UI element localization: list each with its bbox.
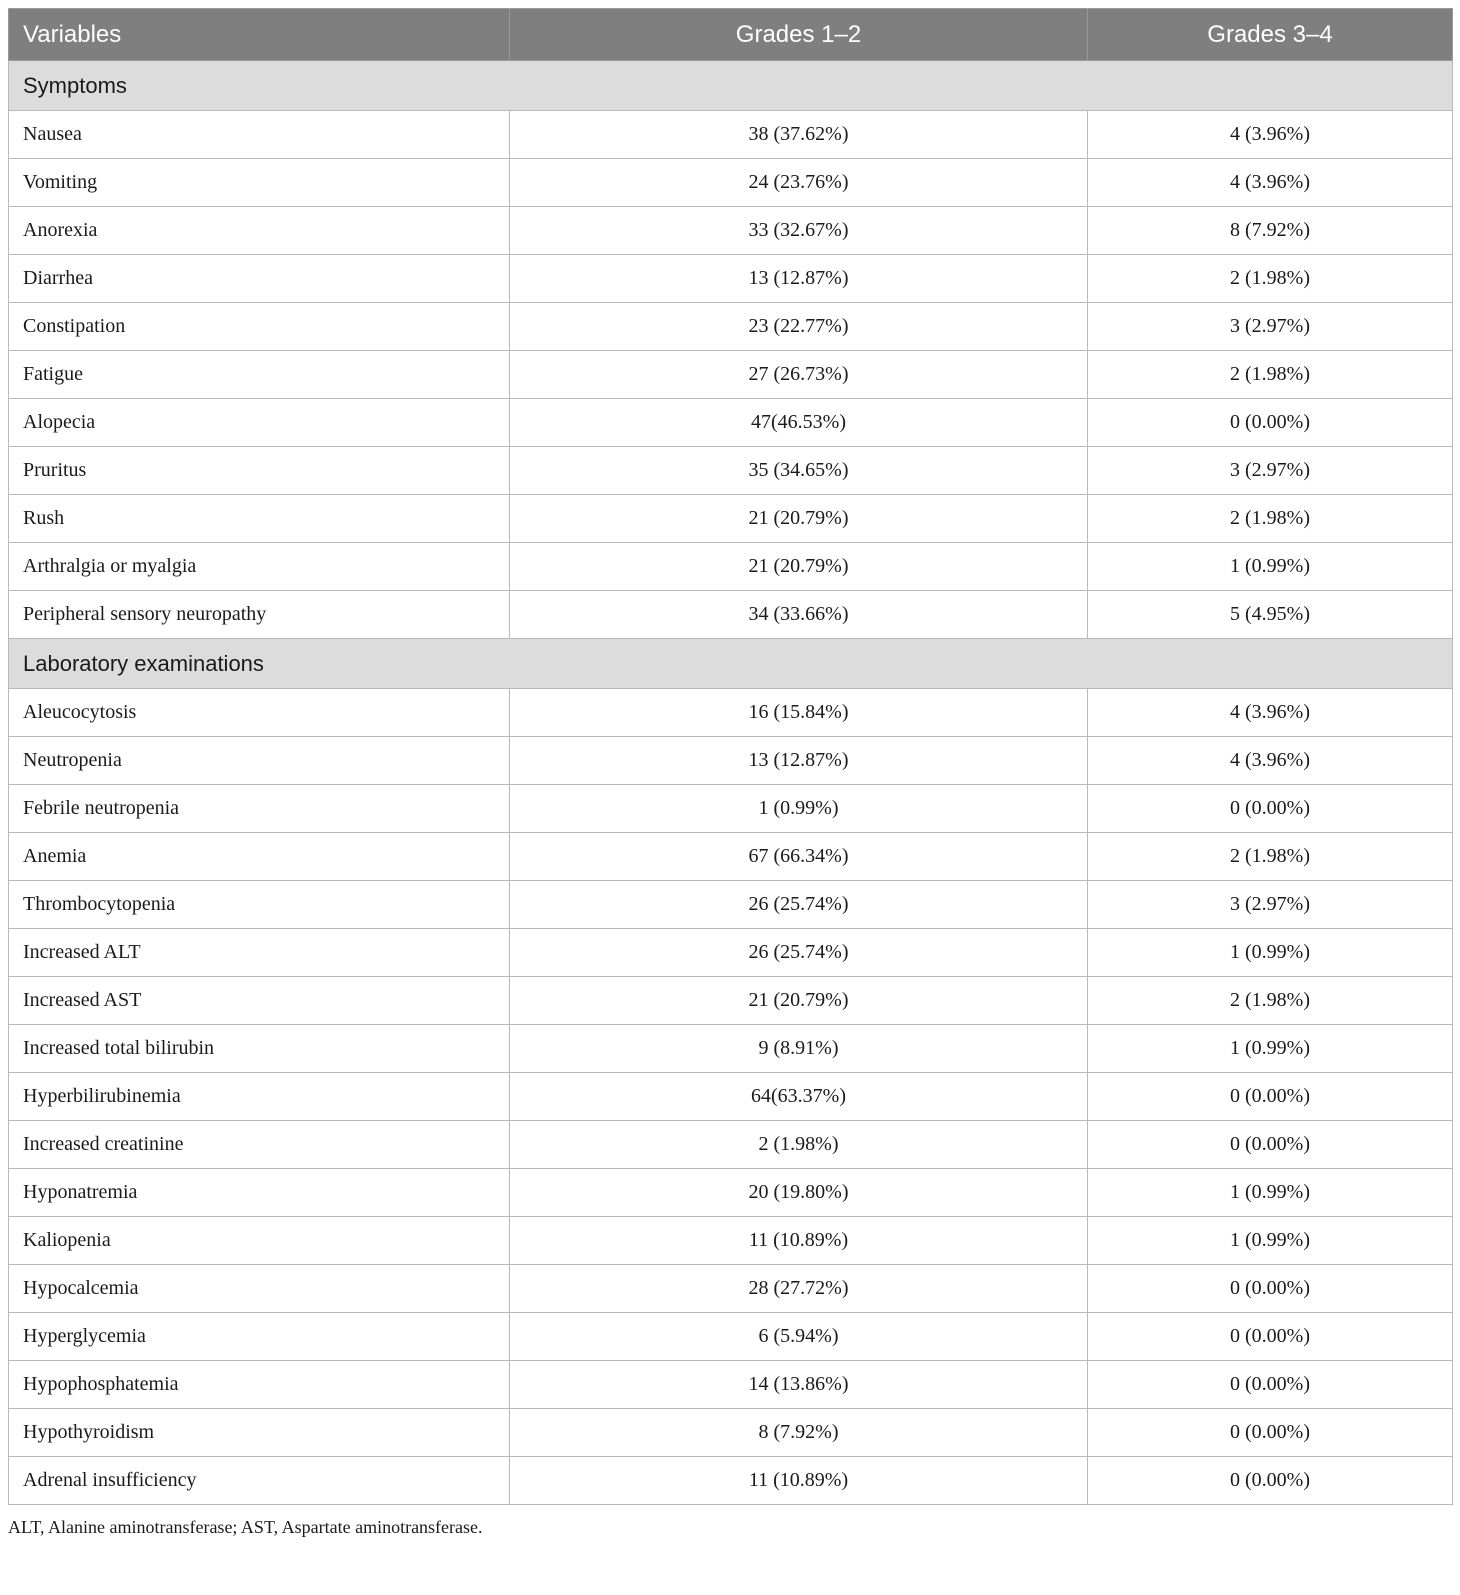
table-row (9, 977, 1453, 1025)
cell-grades-3-4: 3 (2.97%) (1088, 303, 1453, 351)
cell-grades-3-4: 4 (3.96%) (1088, 159, 1453, 207)
table-row (9, 447, 1453, 495)
cell-grades-3-4: 0 (0.00%) (1088, 1265, 1453, 1313)
cell-grades-3-4: 8 (7.92%) (1088, 207, 1453, 255)
cell-grades-1-2: 67 (66.34%) (510, 833, 1088, 881)
cell-variable: Aleucocytosis (9, 689, 510, 737)
cell-grades-1-2: 24 (23.76%) (510, 159, 1088, 207)
table-row (9, 737, 1453, 785)
cell-grades-1-2: 13 (12.87%) (510, 255, 1088, 303)
table-row (9, 1265, 1453, 1313)
cell-grades-3-4: 2 (1.98%) (1088, 351, 1453, 399)
table-row (9, 689, 1453, 737)
cell-grades-3-4: 1 (0.99%) (1088, 1025, 1453, 1073)
cell-variable: Hypothyroidism (9, 1409, 510, 1457)
section-row (9, 61, 1453, 111)
cell-grades-1-2: 23 (22.77%) (510, 303, 1088, 351)
adverse-events-table (8, 8, 1453, 1505)
cell-grades-1-2: 6 (5.94%) (510, 1313, 1088, 1361)
cell-grades-3-4: 0 (0.00%) (1088, 1457, 1453, 1505)
cell-variable: Vomiting (9, 159, 510, 207)
table-row (9, 303, 1453, 351)
cell-variable: Hyperglycemia (9, 1313, 510, 1361)
cell-variable: Adrenal insufficiency (9, 1457, 510, 1505)
cell-grades-1-2: 64(63.37%) (510, 1073, 1088, 1121)
cell-grades-1-2: 11 (10.89%) (510, 1217, 1088, 1265)
cell-grades-1-2: 14 (13.86%) (510, 1361, 1088, 1409)
cell-variable: Increased total bilirubin (9, 1025, 510, 1073)
cell-grades-1-2: 34 (33.66%) (510, 591, 1088, 639)
cell-grades-1-2: 2 (1.98%) (510, 1121, 1088, 1169)
cell-grades-3-4: 4 (3.96%) (1088, 689, 1453, 737)
cell-grades-3-4: 5 (4.95%) (1088, 591, 1453, 639)
table-row (9, 111, 1453, 159)
cell-variable: Constipation (9, 303, 510, 351)
cell-variable: Anorexia (9, 207, 510, 255)
cell-grades-1-2: 20 (19.80%) (510, 1169, 1088, 1217)
cell-grades-1-2: 28 (27.72%) (510, 1265, 1088, 1313)
table-body (9, 61, 1453, 1505)
cell-variable: Anemia (9, 833, 510, 881)
cell-variable: Alopecia (9, 399, 510, 447)
table-row (9, 833, 1453, 881)
cell-grades-1-2: 1 (0.99%) (510, 785, 1088, 833)
cell-grades-3-4: 0 (0.00%) (1088, 1361, 1453, 1409)
cell-grades-1-2: 26 (25.74%) (510, 881, 1088, 929)
cell-grades-1-2: 47(46.53%) (510, 399, 1088, 447)
cell-grades-3-4: 2 (1.98%) (1088, 255, 1453, 303)
table-header (9, 9, 1453, 61)
cell-grades-3-4: 0 (0.00%) (1088, 1121, 1453, 1169)
header-variables: Variables (9, 9, 510, 61)
section-row (9, 639, 1453, 689)
cell-variable: Nausea (9, 111, 510, 159)
cell-variable: Increased AST (9, 977, 510, 1025)
header-grades-1-2: Grades 1–2 (510, 9, 1088, 61)
table-row (9, 495, 1453, 543)
cell-variable: Peripheral sensory neuropathy (9, 591, 510, 639)
table-row (9, 543, 1453, 591)
cell-variable: Fatigue (9, 351, 510, 399)
cell-variable: Pruritus (9, 447, 510, 495)
table-container (8, 8, 1452, 1538)
section-title: Symptoms (9, 61, 1453, 111)
table-row (9, 1217, 1453, 1265)
cell-variable: Hypocalcemia (9, 1265, 510, 1313)
cell-grades-3-4: 3 (2.97%) (1088, 881, 1453, 929)
table-row (9, 591, 1453, 639)
cell-grades-3-4: 0 (0.00%) (1088, 399, 1453, 447)
cell-grades-1-2: 35 (34.65%) (510, 447, 1088, 495)
table-row (9, 929, 1453, 977)
cell-grades-1-2: 33 (32.67%) (510, 207, 1088, 255)
cell-grades-3-4: 1 (0.99%) (1088, 929, 1453, 977)
cell-grades-1-2: 21 (20.79%) (510, 543, 1088, 591)
cell-grades-1-2: 11 (10.89%) (510, 1457, 1088, 1505)
cell-grades-3-4: 3 (2.97%) (1088, 447, 1453, 495)
cell-grades-1-2: 26 (25.74%) (510, 929, 1088, 977)
table-row (9, 207, 1453, 255)
table-row (9, 1313, 1453, 1361)
table-footnote: ALT, Alanine aminotransferase; AST, Aspartate aminotransferase. (8, 1517, 483, 1537)
cell-variable: Hyponatremia (9, 1169, 510, 1217)
cell-grades-3-4: 1 (0.99%) (1088, 1169, 1453, 1217)
cell-variable: Increased creatinine (9, 1121, 510, 1169)
table-row (9, 1457, 1453, 1505)
table-row (9, 1409, 1453, 1457)
cell-grades-1-2: 16 (15.84%) (510, 689, 1088, 737)
cell-grades-3-4: 2 (1.98%) (1088, 495, 1453, 543)
table-row (9, 785, 1453, 833)
cell-variable: Hyperbilirubinemia (9, 1073, 510, 1121)
table-row (9, 1169, 1453, 1217)
cell-grades-1-2: 27 (26.73%) (510, 351, 1088, 399)
table-row (9, 1361, 1453, 1409)
cell-variable: Arthralgia or myalgia (9, 543, 510, 591)
cell-grades-1-2: 21 (20.79%) (510, 495, 1088, 543)
table-row (9, 1025, 1453, 1073)
table-row (9, 1073, 1453, 1121)
header-row (9, 9, 1453, 61)
cell-grades-3-4: 4 (3.96%) (1088, 737, 1453, 785)
cell-variable: Rush (9, 495, 510, 543)
cell-grades-3-4: 0 (0.00%) (1088, 1313, 1453, 1361)
cell-grades-1-2: 8 (7.92%) (510, 1409, 1088, 1457)
cell-grades-3-4: 4 (3.96%) (1088, 111, 1453, 159)
cell-grades-3-4: 2 (1.98%) (1088, 833, 1453, 881)
cell-grades-3-4: 0 (0.00%) (1088, 1409, 1453, 1457)
cell-variable: Kaliopenia (9, 1217, 510, 1265)
table-row (9, 159, 1453, 207)
cell-variable: Thrombocytopenia (9, 881, 510, 929)
cell-grades-1-2: 21 (20.79%) (510, 977, 1088, 1025)
table-row (9, 881, 1453, 929)
cell-variable: Hypophosphatemia (9, 1361, 510, 1409)
cell-variable: Febrile neutropenia (9, 785, 510, 833)
table-row (9, 255, 1453, 303)
cell-grades-3-4: 0 (0.00%) (1088, 1073, 1453, 1121)
cell-grades-1-2: 13 (12.87%) (510, 737, 1088, 785)
table-row (9, 351, 1453, 399)
section-title: Laboratory examinations (9, 639, 1453, 689)
header-grades-3-4: Grades 3–4 (1088, 9, 1453, 61)
table-row (9, 399, 1453, 447)
cell-variable: Diarrhea (9, 255, 510, 303)
table-row (9, 1121, 1453, 1169)
cell-grades-1-2: 38 (37.62%) (510, 111, 1088, 159)
cell-variable: Neutropenia (9, 737, 510, 785)
cell-grades-3-4: 1 (0.99%) (1088, 1217, 1453, 1265)
cell-grades-3-4: 0 (0.00%) (1088, 785, 1453, 833)
cell-variable: Increased ALT (9, 929, 510, 977)
cell-grades-3-4: 1 (0.99%) (1088, 543, 1453, 591)
cell-grades-1-2: 9 (8.91%) (510, 1025, 1088, 1073)
cell-grades-3-4: 2 (1.98%) (1088, 977, 1453, 1025)
